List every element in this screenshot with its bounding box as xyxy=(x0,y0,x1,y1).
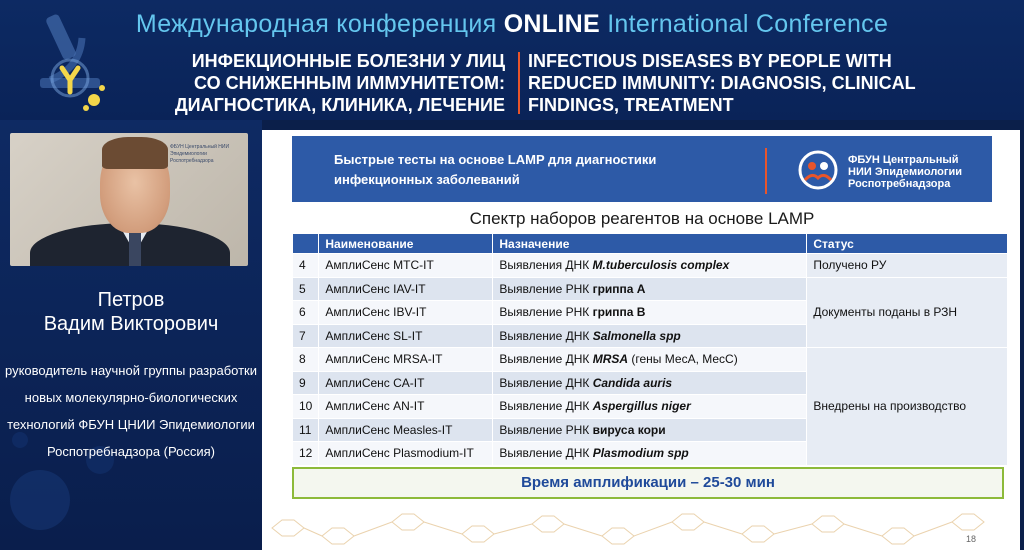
col-header-num xyxy=(293,234,319,254)
speaker-name xyxy=(0,288,262,336)
speaker-tie xyxy=(129,229,141,266)
en-theme-line: FINDINGS, TREATMENT xyxy=(528,95,734,115)
table-header-row xyxy=(293,234,1008,254)
header-divider xyxy=(765,148,767,194)
title-en: International Conference xyxy=(607,10,889,38)
purpose-prefix: Выявление РНК xyxy=(499,281,593,296)
purpose-prefix: Выявление ДНК xyxy=(499,399,593,414)
speaker-role-line: Роспотребнадзора (Россия) xyxy=(47,444,215,459)
status-cell: Получено РУ xyxy=(807,254,1008,278)
wall-text: ФБУН Центральный НИИ xyxy=(170,144,230,150)
purpose-suffix: (гены МесА, МесС) xyxy=(628,352,738,367)
en-theme-line: REDUCED IMMUNITY: DIAGNOSIS, CLINICAL xyxy=(528,73,916,93)
purpose-target: вируса кори xyxy=(592,422,666,437)
kit-name: АмплиСенс SL-IT xyxy=(319,324,493,348)
conference-title xyxy=(0,10,1024,39)
purpose-target: Aspergillus niger xyxy=(592,399,691,414)
kit-purpose xyxy=(493,418,807,442)
row-number: 11 xyxy=(293,418,319,442)
molecule-decoration-icon xyxy=(262,508,1020,550)
table-row xyxy=(293,348,1008,372)
speaker-role-line: новых молекулярно-биологических xyxy=(24,390,238,405)
purpose-target: гриппа В xyxy=(592,305,646,320)
ru-theme-line: ИНФЕКЦИОННЫЕ БОЛЕЗНИ У ЛИЦ xyxy=(191,51,505,71)
purpose-prefix: Выявление РНК xyxy=(499,422,593,437)
page-number: 18 xyxy=(965,534,976,544)
wall-text: Роспотребнадзора xyxy=(170,158,214,164)
org-name-line: Роспотребнадзора xyxy=(848,178,951,190)
org-name-line: НИИ Эпидемиологии xyxy=(848,166,963,178)
row-number: 10 xyxy=(293,395,319,419)
kit-name: АмплиСенс IAV-IT xyxy=(319,277,493,301)
col-header-status: Статус xyxy=(807,234,1008,254)
purpose-prefix: Выявления ДНК xyxy=(499,258,593,273)
ru-theme-line: СО СНИЖЕННЫМ ИММУНИТЕТОМ: xyxy=(194,73,505,93)
ru-theme-line: ДИАГНОСТИКА, КЛИНИКА, ЛЕЧЕНИЕ xyxy=(174,95,505,115)
title-divider xyxy=(518,52,520,114)
wall-text: Эпидемиологии xyxy=(170,151,207,157)
kit-name: АмплиСенс AN-IT xyxy=(319,395,493,419)
en-theme-title xyxy=(528,50,988,116)
kit-name: АмплиСенс MTC-IT xyxy=(319,254,493,278)
purpose-target: MRSA xyxy=(592,352,629,367)
kit-purpose xyxy=(493,395,807,419)
col-header-purpose: Назначение xyxy=(493,234,807,254)
kit-purpose xyxy=(493,301,807,325)
kit-purpose xyxy=(493,277,807,301)
slide-header xyxy=(292,136,992,202)
speaker-role-line: технологий ФБУН ЦНИИ Эпидемиологии xyxy=(7,417,255,432)
speaker-role xyxy=(0,357,262,465)
title-online: ONLINE xyxy=(503,10,600,38)
kit-name: АмплиСенс Plasmodium-IT xyxy=(319,442,493,466)
speaker-given-name: Вадим Викторович xyxy=(43,313,219,335)
presentation-slide xyxy=(262,130,1020,550)
slide-title xyxy=(334,150,734,190)
kit-purpose xyxy=(493,254,807,278)
kit-purpose xyxy=(493,371,807,395)
kit-purpose xyxy=(493,324,807,348)
slide-title-line: Быстрые тесты на основе LAMP для диагностики xyxy=(334,152,657,167)
status-cell: Внедрены на производство xyxy=(807,348,1008,466)
speaker-role-line: руководитель научной группы разработки xyxy=(5,363,257,378)
row-number: 6 xyxy=(293,301,319,325)
row-number: 9 xyxy=(293,371,319,395)
row-number: 5 xyxy=(293,277,319,301)
kit-name: АмплиСенс Measles-IT xyxy=(319,418,493,442)
speaker-hair xyxy=(102,137,168,169)
kit-name: АмплиСенс CA-IT xyxy=(319,371,493,395)
col-header-name: Наименование xyxy=(319,234,493,254)
kit-name: АмплиСенс MRSA-IT xyxy=(319,348,493,372)
ru-theme-title xyxy=(130,50,505,116)
org-logo-icon xyxy=(794,150,842,190)
conference-banner xyxy=(0,0,1024,120)
kit-name: АмплиСенс IBV-IT xyxy=(319,301,493,325)
org-name xyxy=(848,154,962,190)
purpose-target: Candida auris xyxy=(592,375,673,390)
speaker-video xyxy=(10,133,248,266)
title-ru: Международная конференция xyxy=(135,10,497,38)
table-row xyxy=(293,254,1008,278)
table-row xyxy=(293,277,1008,301)
kit-purpose xyxy=(493,348,807,372)
amplification-time: Время амплификации – 25-30 мин xyxy=(292,467,1004,499)
purpose-target: гриппа А xyxy=(592,281,646,296)
purpose-target: Plasmodium spp xyxy=(592,446,689,461)
purpose-target: Salmonella spp xyxy=(592,328,681,343)
speaker-surname: Петров xyxy=(97,289,165,311)
row-number: 7 xyxy=(293,324,319,348)
table-title: Спектр наборов реагентов на основе LAMP xyxy=(469,209,815,228)
purpose-prefix: Выявление ДНК xyxy=(499,446,593,461)
en-theme-line: INFECTIOUS DISEASES BY PEOPLE WITH xyxy=(528,51,892,71)
kit-purpose xyxy=(493,442,807,466)
org-name-line: ФБУН Центральный xyxy=(848,154,959,166)
row-number: 8 xyxy=(293,348,319,372)
purpose-prefix: Выявление ДНК xyxy=(499,352,593,367)
reagents-table xyxy=(292,233,1008,466)
purpose-prefix: Выявление ДНК xyxy=(499,328,593,343)
row-number: 12 xyxy=(293,442,319,466)
row-number: 4 xyxy=(293,254,319,278)
status-cell: Документы поданы в РЗН xyxy=(807,277,1008,348)
purpose-prefix: Выявление ДНК xyxy=(499,375,593,390)
slide-title-line: инфекционных заболеваний xyxy=(334,172,520,187)
purpose-prefix: Выявление РНК xyxy=(499,305,593,320)
purpose-target: M.tuberculosis complex xyxy=(592,258,730,273)
